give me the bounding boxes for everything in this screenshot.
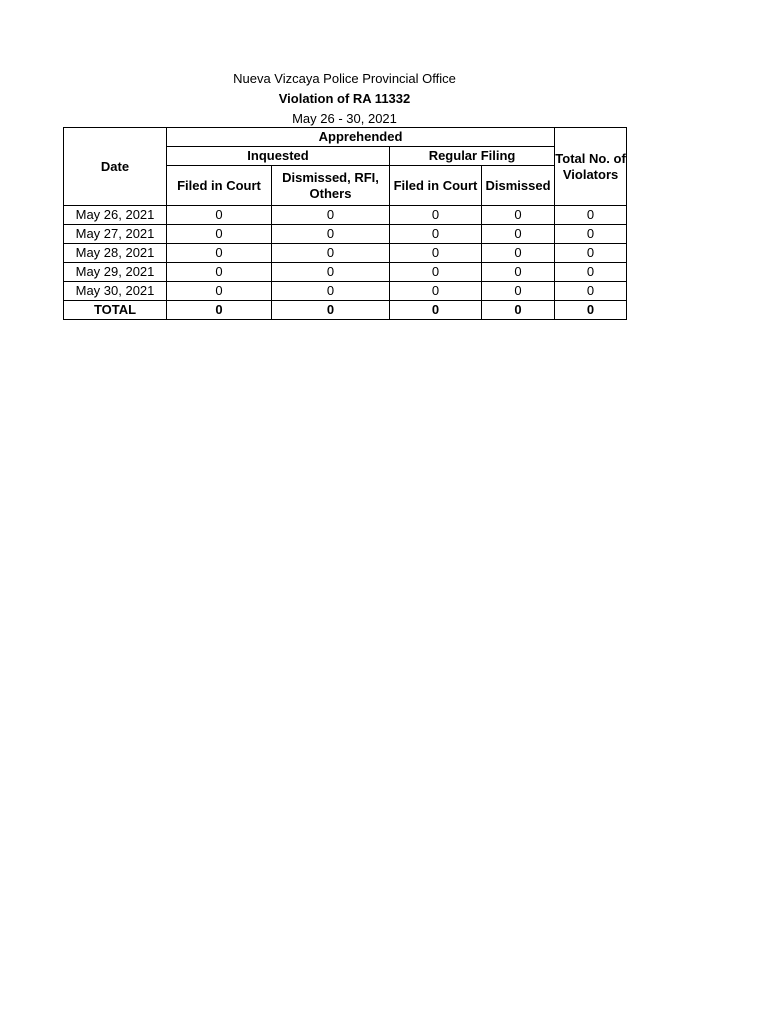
column-header-inquested: Inquested <box>167 147 390 166</box>
total-violators-cell: 0 <box>555 244 627 263</box>
regular-dismissed-cell: 0 <box>482 244 555 263</box>
regular-filed-cell: 0 <box>390 244 482 263</box>
inquested-dismissed-cell: 0 <box>272 282 390 301</box>
regular-filed-cell: 0 <box>390 206 482 225</box>
total-row <box>64 301 627 320</box>
total-label-cell: TOTAL <box>64 301 167 320</box>
total-violators-cell: 0 <box>555 225 627 244</box>
inquested-filed-cell: 0 <box>167 225 272 244</box>
date-cell: May 28, 2021 <box>64 244 167 263</box>
table-row <box>64 206 627 225</box>
regular-dismissed-cell: 0 <box>482 206 555 225</box>
total-regular-filed-cell: 0 <box>390 301 482 320</box>
total-violators-sum-cell: 0 <box>555 301 627 320</box>
report-title: Violation of RA 11332 <box>278 91 411 106</box>
total-regular-dismissed-cell: 0 <box>482 301 555 320</box>
inquested-filed-cell: 0 <box>167 263 272 282</box>
regular-filed-cell: 0 <box>390 225 482 244</box>
column-header-regular-filed-in-court: Filed in Court <box>390 166 482 206</box>
total-violators-cell: 0 <box>555 206 627 225</box>
inquested-filed-cell: 0 <box>167 282 272 301</box>
inquested-filed-cell: 0 <box>167 244 272 263</box>
total-violators-cell: 0 <box>555 263 627 282</box>
table-row <box>64 263 627 282</box>
inquested-dismissed-cell: 0 <box>272 263 390 282</box>
total-inquested-filed-cell: 0 <box>167 301 272 320</box>
date-cell: May 26, 2021 <box>64 206 167 225</box>
report-period: May 26 - 30, 2021 <box>292 111 397 126</box>
violations-table <box>63 127 627 320</box>
column-header-date: Date <box>64 128 167 206</box>
table-row <box>64 282 627 301</box>
column-header-inquested-dismissed: Dismissed, RFI, Others <box>272 166 390 206</box>
inquested-filed-cell: 0 <box>167 206 272 225</box>
regular-dismissed-cell: 0 <box>482 263 555 282</box>
column-header-inquested-filed-in-court: Filed in Court <box>167 166 272 206</box>
total-inquested-dismissed-cell: 0 <box>272 301 390 320</box>
inquested-dismissed-cell: 0 <box>272 225 390 244</box>
regular-filed-cell: 0 <box>390 263 482 282</box>
regular-dismissed-cell: 0 <box>482 225 555 244</box>
regular-dismissed-cell: 0 <box>482 282 555 301</box>
inquested-dismissed-cell: 0 <box>272 206 390 225</box>
column-header-total-violators: Total No. of Violators <box>555 128 627 206</box>
column-header-regular-filing: Regular Filing <box>390 147 555 166</box>
office-name: Nueva Vizcaya Police Provincial Office <box>233 71 456 86</box>
regular-filed-cell: 0 <box>390 282 482 301</box>
date-cell: May 29, 2021 <box>64 263 167 282</box>
table-row <box>64 225 627 244</box>
column-header-apprehended: Apprehended <box>167 128 555 147</box>
table-row <box>64 244 627 263</box>
date-cell: May 27, 2021 <box>64 225 167 244</box>
inquested-dismissed-cell: 0 <box>272 244 390 263</box>
date-cell: May 30, 2021 <box>64 282 167 301</box>
total-violators-cell: 0 <box>555 282 627 301</box>
column-header-regular-dismissed: Dismissed <box>482 166 555 206</box>
